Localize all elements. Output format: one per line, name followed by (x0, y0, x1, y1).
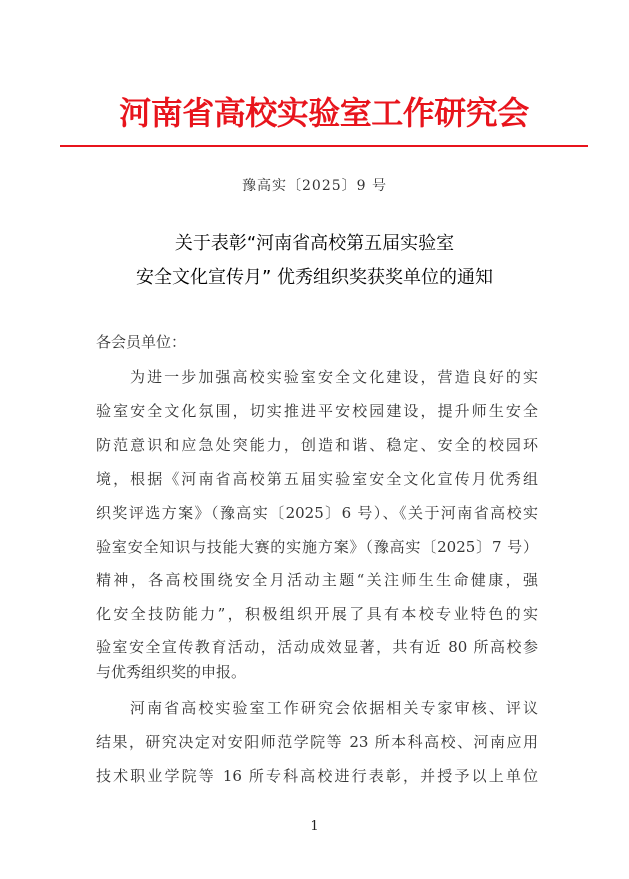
paragraph-line: 为进一步加强高校实验室安全文化建设，营造良好的实 (130, 368, 538, 386)
paragraph-line: 精神，各高校围绕安全月活动主题“关注师生生命健康，强 (96, 571, 538, 589)
document-number: 豫高实〔2025〕9 号 (242, 178, 387, 194)
paragraph-line: 验室安全宣传教育活动，活动成效显著，共有近 80 所高校参 (96, 638, 538, 656)
paragraph-line: 验室安全知识与技能大赛的实施方案》（豫高实〔2025〕7 号） (96, 538, 538, 556)
paragraph-line: 境，根据《河南省高校第五届实验室安全文化宣传月优秀组 (96, 470, 538, 488)
letterhead-divider (60, 145, 588, 147)
paragraph-line: 防范意识和应急处突能力，创造和谐、稳定、安全的校园环 (96, 436, 538, 454)
salutation: 各会员单位： (96, 333, 187, 351)
paragraph-line: 技术职业学院等 16 所专科高校进行表彰，并授予以上单位 (96, 767, 538, 785)
paragraph-line: 河南省高校实验室工作研究会依据相关专家审核、评议 (130, 699, 538, 717)
title-line-1: 关于表彰“河南省高校第五届实验室 (174, 233, 455, 254)
paragraph-line: 验室安全文化氛围，切实推进平安校园建设，提升师生安全 (96, 402, 538, 420)
paragraph-line: 结果，研究决定对安阳师范学院等 23 所本科高校、河南应用 (96, 733, 538, 751)
organization-letterhead: 河南省高校实验室工作研究会 (119, 94, 529, 132)
paragraph-line: 化安全技防能力”，积极组织开展了具有本校专业特色的实 (96, 605, 538, 623)
page-number: 1 (310, 819, 319, 834)
title-line-2: 安全文化宣传月” 优秀组织奖获奖单位的通知 (135, 267, 494, 288)
paragraph-line: 织奖评选方案》（豫高实〔2025〕6 号）、《关于河南省高校实 (96, 504, 538, 522)
paragraph-line: 与优秀组织奖的申报。 (96, 663, 247, 681)
